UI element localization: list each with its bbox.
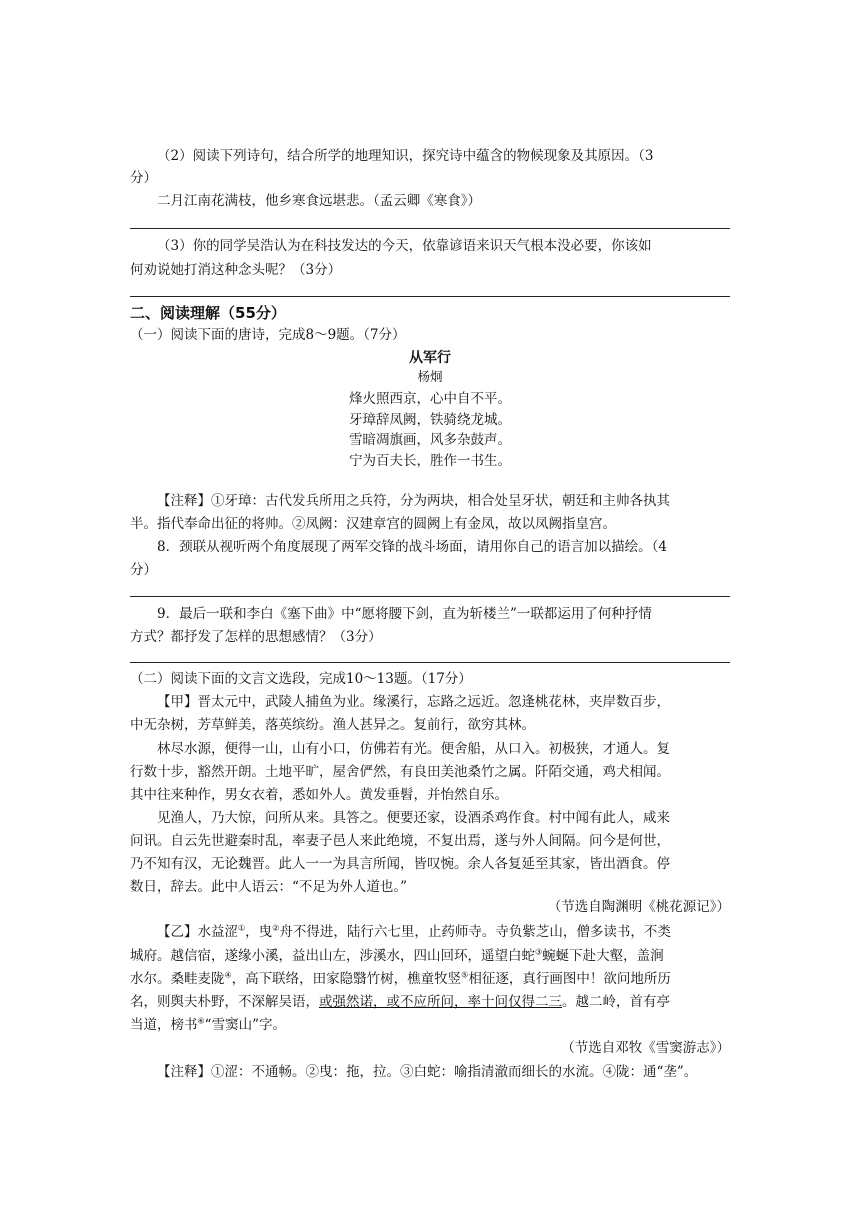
jia-p2-line2: 行数十步，豁然开朗。土地平旷，屋舍俨然，有良田美池桑竹之属。阡陌交通，鸡犬相闻。 [130,764,670,780]
yi-line4 [130,990,730,1014]
jia-p3-line4: 数日，辞去。此中人语云：“不足为外人道也。” [130,879,408,895]
jia-p1-line1: 【甲】晋太元中，武陵人捕鱼为业。缘溪行，忘路之远近。忽逢桃花林，夹岸数百步， [157,694,670,710]
yi-footnote-5: ⑤ [461,970,469,980]
yi-line3 [130,967,730,991]
yi-footnote-2: ② [272,923,280,933]
yi-note: 【注释】①涩：不通畅。②曳：拖，拉。③白蛇：喻指清澈而细长的水流。④陇：通“垄”。 [157,1064,698,1080]
question-2-line2: 分） [130,170,157,186]
yi-line5-a: 当道，榜书 [130,1017,198,1033]
poem-line-2: 牙璋辞凤阙，铁骑绕龙城。 [349,412,511,428]
yi-line4-a: 名，则舆夫朴野，不深解吴语， [130,994,319,1010]
yi-line2 [130,944,730,968]
jia-source: （节选自陶渊明《桃花源记》） [547,899,730,915]
jia-p3-line1: 见渔人，乃大惊，问所从来。具答之。便要还家，设酒杀鸡作食。村中闻有此人，咸来 [157,810,670,826]
question-3 [130,234,730,258]
question-2-line1: （2）阅读下列诗句，结合所学的地理知识，探究诗中蕴含的物候现象及其原因。（3 [157,148,654,164]
question-8-line1: 8．颈联从视听两个角度展现了两军交锋的战斗场面，请用你自己的语言加以描绘。（4 [157,539,667,555]
yi-line5 [130,1013,730,1037]
yi-line4-b: 。越二岭，首有亭 [562,994,670,1010]
poem-title: 从军行 [409,350,451,366]
section-2-heading: 二、阅读理解（55分） [130,304,286,322]
answer-line-q9 [130,662,730,663]
poem-author: 杨炯 [417,369,443,384]
jia-p1-line2: 中无杂树，芳草鲜美，落英缤纷。渔人甚异之。复前行，欲穷其林。 [130,717,535,733]
yi-line2-a: 城府。越信宿，遂缘小溪，益出山左，涉溪水，四山回环，遥望白蛇 [130,948,535,964]
poem-line-4: 宁为百夫长，胜作一书生。 [349,453,511,469]
part-2-intro: （二）阅读下面的文言文选段，完成10～13题。（17分） [130,671,472,687]
question-3-cont [130,258,730,282]
yi-footnote-1: ① [238,923,246,933]
yi-line5-b: “雪窦山”字。 [204,1017,286,1033]
question-9-line2: 方式？都抒发了怎样的思想感情？（3分） [130,629,382,645]
poem-line-3: 雪暗凋旗画，风多杂鼓声。 [349,432,511,448]
jia-p3-line2: 问讯。自云先世避秦时乱，率妻子邑人来此绝境，不复出焉，遂与外人间隔。问今是何世， [130,833,670,849]
question-2-cont [130,166,730,190]
jia-p2-line3: 其中往来种作，男女衣着，悉如外人。黄发垂髫，并怡然自乐。 [130,787,508,803]
question-2-poem-text: 二月江南花满枝，他乡寒食远堪悲。（孟云卿《寒食》） [157,193,481,209]
poem-note-line1: 【注释】①牙璋：古代发兵所用之兵符，分为两块，相合处呈牙状，朝廷和主帅各执其 [157,493,670,509]
yi-footnote-3: ③ [535,947,543,957]
yi-footnote-4: ④ [224,970,232,980]
yi-source: （节选自邓牧《雪窦游志》） [561,1040,730,1056]
part-1-intro: （一）阅读下面的唐诗，完成8～9题。（7分） [130,327,406,343]
jia-p2-line1: 林尽水源，便得一山，山有小口，仿佛若有光。便舍船，从口入。初极狭，才通人。复 [157,741,670,757]
yi-line2-b: 蜿蜒下赴大壑，盖涧 [542,948,664,964]
yi-line1-a: 【乙】水益涩 [157,924,238,940]
yi-line1-c: 舟不得进，陆行六七里，止药师寺。寺负紫芝山，僧多读书，不类 [279,924,671,940]
question-3-line2: 何劝说她打消这种念头呢？（3分） [130,262,342,278]
jia-p3-line3: 乃不知有汉，无论魏晋。此人一一为具言所闻，皆叹惋。余人各复延至其家，皆出酒食。停 [130,856,670,872]
yi-line3-a: 水尔。桑畦麦陇 [130,971,225,987]
answer-line-q2 [130,228,730,229]
question-2 [130,144,730,168]
yi-line1 [130,920,730,944]
yi-line3-c: 相征逐，真行画图中！欲问地所历 [468,971,671,987]
question-2-poem [130,189,730,213]
yi-line3-b: ，高下联络，田家隐翳竹树，樵童牧竖 [231,971,462,987]
yi-underlined-sentence: 或强然诺，或不应所问，率十问仅得二三 [319,994,562,1010]
question-8-line2: 分） [130,562,157,578]
poem-line-1: 烽火照西京，心中自不平。 [349,391,511,407]
yi-footnote-6: ⑥ [197,1016,205,1026]
poem-note-line2: 半。指代奉命出征的将帅。②凤阙：汉建章宫的圆阙上有金凤，故以凤阙指皇宫。 [130,516,616,532]
question-9-line1: 9．最后一联和李白《塞下曲》中“愿将腰下剑，直为斩楼兰”一联都运用了何种抒情 [157,606,652,622]
question-3-line1: （3）你的同学吴浩认为在科技发达的今天，依靠谚语来识天气根本没必要，你该如 [157,238,652,254]
answer-line-q8 [130,596,730,597]
answer-line-q3 [130,296,730,297]
yi-line1-b: ，曳 [245,924,273,940]
